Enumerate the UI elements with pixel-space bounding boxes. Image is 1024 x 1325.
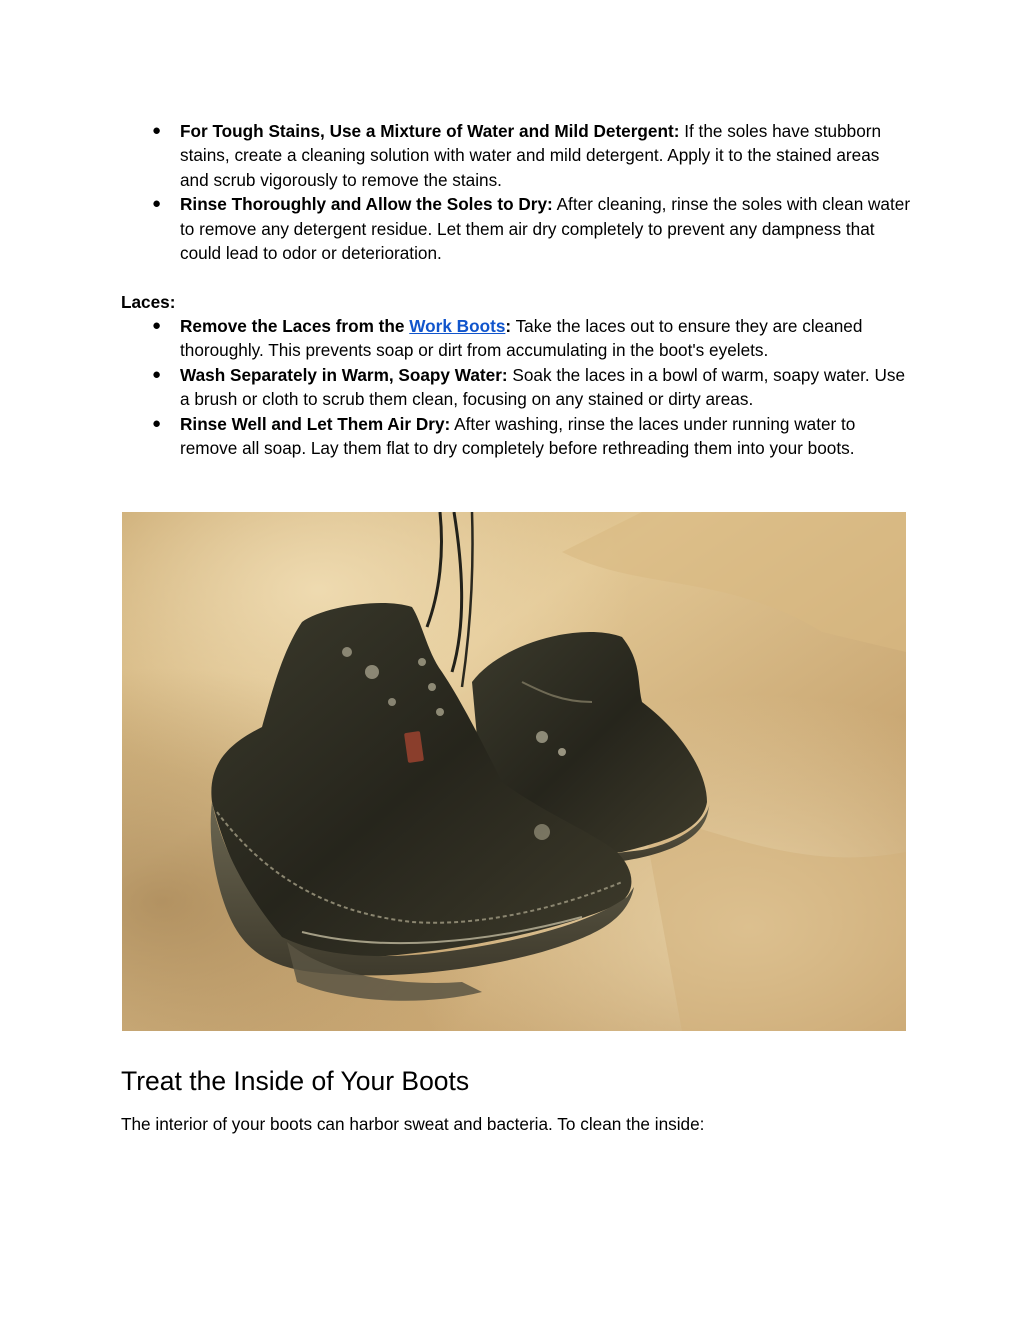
- bullet-text: After washing, rinse the laces under running water to remove all soap. Lay them flat to dry completely before rethreading them into your boots.: [180, 413, 856, 459]
- soles-bullet-list: [121, 119, 911, 265]
- list-item: [121, 119, 911, 192]
- bullet-title: Rinse Well and Let Them Air Dry:: [180, 413, 451, 434]
- list-item: [121, 412, 911, 461]
- bullet-text: Soak the laces in a bowl of warm, soapy water. Use a brush or cloth to scrub them clean, focusing on any stained or dirty areas.: [180, 364, 906, 410]
- laces-label: Laces:: [121, 292, 176, 312]
- bullet-icon: ●: [152, 414, 162, 432]
- work-boots-link[interactable]: Work Boots: [409, 316, 506, 336]
- bullet-title-colon: :: [505, 316, 512, 336]
- bullet-title: Wash Separately in Warm, Soapy Water:: [180, 364, 508, 385]
- bullet-icon: ●: [152, 122, 162, 139]
- bullet-title: For Tough Stains, Use a Mixture of Water and Mild Detergent:: [180, 121, 680, 141]
- laces-bullet-list: [121, 314, 911, 460]
- hanging-boots-photo: [122, 512, 906, 1031]
- bullet-title: Remove the Laces from the: [180, 316, 410, 336]
- bullet-title: Rinse Thoroughly and Allow the Soles to Dry:: [180, 194, 553, 215]
- bullet-icon: ●: [152, 365, 162, 383]
- list-item: [121, 314, 911, 363]
- bullet-text: After cleaning, rinse the soles with clean water to remove any detergent residue. Let them air dry completely to prevent any dampness that could lead to odor or deterioration.: [180, 194, 911, 264]
- bullet-icon: ●: [152, 195, 162, 213]
- bullet-text: Take the laces out to ensure they are cleaned thoroughly. This prevents soap or dirt from accumulating in the boot's eyelets.: [180, 316, 863, 361]
- list-item: [121, 192, 911, 265]
- section-body: The interior of your boots can harbor sweat and bacteria. To clean the inside:: [121, 1114, 705, 1134]
- list-item: [121, 363, 911, 412]
- bullet-text: If the soles have stubborn stains, create a cleaning solution with water and mild detergent. Apply it to the stained areas and scrub vigorously to remove the stains.: [180, 121, 882, 190]
- bullet-icon: ●: [152, 317, 162, 334]
- section-heading: Treat the Inside of Your Boots: [121, 1066, 470, 1096]
